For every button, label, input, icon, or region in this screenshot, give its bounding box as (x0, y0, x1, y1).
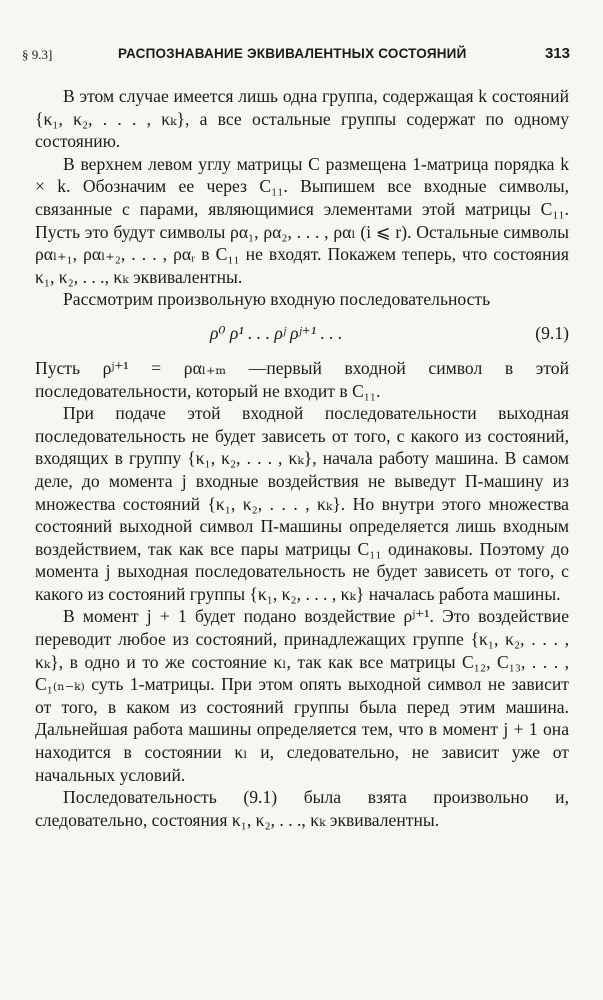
equation-number: (9.1) (535, 322, 569, 343)
paragraph: Рассмотрим произвольную входную последовательность (63, 289, 491, 310)
display-formula (35, 319, 569, 349)
running-header (22, 42, 570, 72)
formula-expression: ρ⁰ ρ¹ . . . ρʲ ρʲ⁺¹ . . . (210, 322, 343, 343)
paragraph: Последовательность (9.1) была взята произвольно и, следовательно, состояния κ₁, κ₂, . . ., κₖ эквивалентны. (35, 787, 569, 830)
paragraph: В этом случае имеется лишь одна группа, содержащая k состояний {κ₁, κ₂, . . . , κₖ}, а все остальные группы содержат по одному состоянию. (35, 86, 569, 152)
paragraph: При подаче этой входной последовательности выходная последовательность не будет зависеть от того, с какого из состояний, входящих в группу {κ₁, κ₂, . . . , κₖ}, начала работу машина. В самом деле, до момента j входные воздействия не выведут П-машину из множества состояний {κ₁, κ₂, . . . , κₖ}. Но внутри этого множества состояний выходной символ П-машины определяется лишь входным воздействием, так как все пары матрицы C₁₁ одинаковы. Поэтому до момента j выходная последовательность не будет зависеть от того, с какого из состояний группы {κ₁, κ₂, . . . , κₖ} началась работа машины. (35, 403, 569, 604)
paragraph: Пусть ρʲ⁺¹ = ραₗ₊ₘ —первый входной символ в этой последовательности, который не входит в C₁₁. (35, 357, 569, 401)
main-text (35, 85, 569, 831)
paragraph: В верхнем левом углу матрицы C размещена 1-матрица порядка k × k. Обозначим ее через C₁₁. Выпишем все входные символы, связанные с парами, являющимися элементами этой матрицы C₁₁. Пусть это будут символы ρα₁, ρα₂, . . . , ραₗ (i ⩽ r). Остальные символы ραₗ₊₁, ραₗ₊₂, . . . , ραᵣ в C₁₁ не входят. Покажем теперь, что состояния κ₁, κ₂, . . ., κₖ эквивалентны. (35, 153, 569, 287)
section-ref: § 9.3] (22, 47, 53, 62)
chapter-title: РАСПОЗНАВАНИЕ ЭКВИВАЛЕНТНЫХ СОСТОЯНИЙ (118, 46, 467, 61)
paragraph: В момент j + 1 будет подано воздействие ρʲ⁺¹. Это воздействие переводит любое из состояний, принадлежащих группе {κ₁, κ₂, . . . , κₖ}, в одно и то же состояние κₗ, так как все матрицы C₁₂, C₁₃, . . . , C₁₍ₙ₋ₖ₎ суть 1-матрицы. При этом опять выходной символ не зависит от того, в каком из состояний группы была перед этим машина. Дальнейшая работа машины определяется тем, что в момент j + 1 она находится в состоянии κₗ и, следовательно, не зависит уже от начальных условий. (35, 606, 569, 785)
page-number: 313 (544, 45, 570, 62)
